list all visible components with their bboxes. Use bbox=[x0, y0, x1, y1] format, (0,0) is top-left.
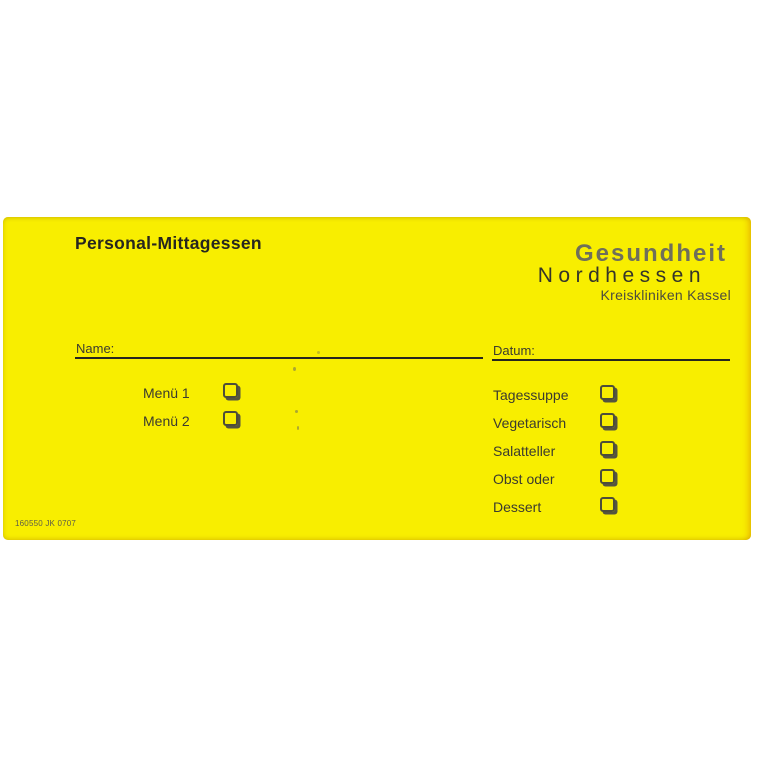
scan-speckle bbox=[297, 426, 299, 430]
tagessuppe-label: Tagessuppe bbox=[493, 387, 569, 403]
menu-1-label: Menü 1 bbox=[143, 385, 190, 401]
salatteller-label: Salatteller bbox=[493, 443, 556, 459]
logo-text-gesundheit: Gesundheit bbox=[574, 240, 727, 267]
vegetarisch-label: Vegetarisch bbox=[493, 415, 567, 431]
form-title: Personal-Mittagessen bbox=[75, 233, 262, 253]
option-row-salatteller bbox=[493, 441, 633, 459]
dessert-label: Dessert bbox=[493, 499, 542, 515]
tagessuppe-checkbox[interactable] bbox=[600, 385, 615, 400]
scan-speckle bbox=[317, 351, 320, 354]
menu-2-checkbox[interactable] bbox=[223, 411, 238, 426]
option-row-menu-1 bbox=[143, 383, 253, 401]
scan-speckle bbox=[295, 410, 298, 413]
scan-speckle bbox=[293, 367, 296, 371]
option-row-tagessuppe bbox=[493, 385, 633, 403]
dessert-checkbox[interactable] bbox=[600, 497, 615, 512]
option-row-menu-2 bbox=[143, 411, 253, 429]
menu-2-label: Menü 2 bbox=[143, 413, 190, 429]
logo-text-nordhessen: Nordhessen bbox=[537, 264, 706, 287]
option-row-obst-oder bbox=[493, 469, 633, 487]
datum-label: Datum: bbox=[493, 343, 535, 358]
obst-oder-label: Obst oder bbox=[493, 471, 555, 487]
print-code: 160550 JK 0707 bbox=[15, 519, 77, 528]
name-label: Name: bbox=[76, 341, 115, 356]
salatteller-checkbox[interactable] bbox=[600, 441, 615, 456]
vegetarisch-checkbox[interactable] bbox=[600, 413, 615, 428]
datum-field-line[interactable] bbox=[492, 341, 730, 361]
menu-1-checkbox[interactable] bbox=[223, 383, 238, 398]
option-row-dessert bbox=[493, 497, 633, 515]
meal-voucher-card bbox=[3, 217, 751, 540]
option-row-vegetarisch bbox=[493, 413, 633, 431]
name-field-line[interactable] bbox=[75, 339, 483, 359]
obst-oder-checkbox[interactable] bbox=[600, 469, 615, 484]
logo-text-kreiskliniken-kassel: Kreiskliniken Kassel bbox=[600, 287, 731, 303]
